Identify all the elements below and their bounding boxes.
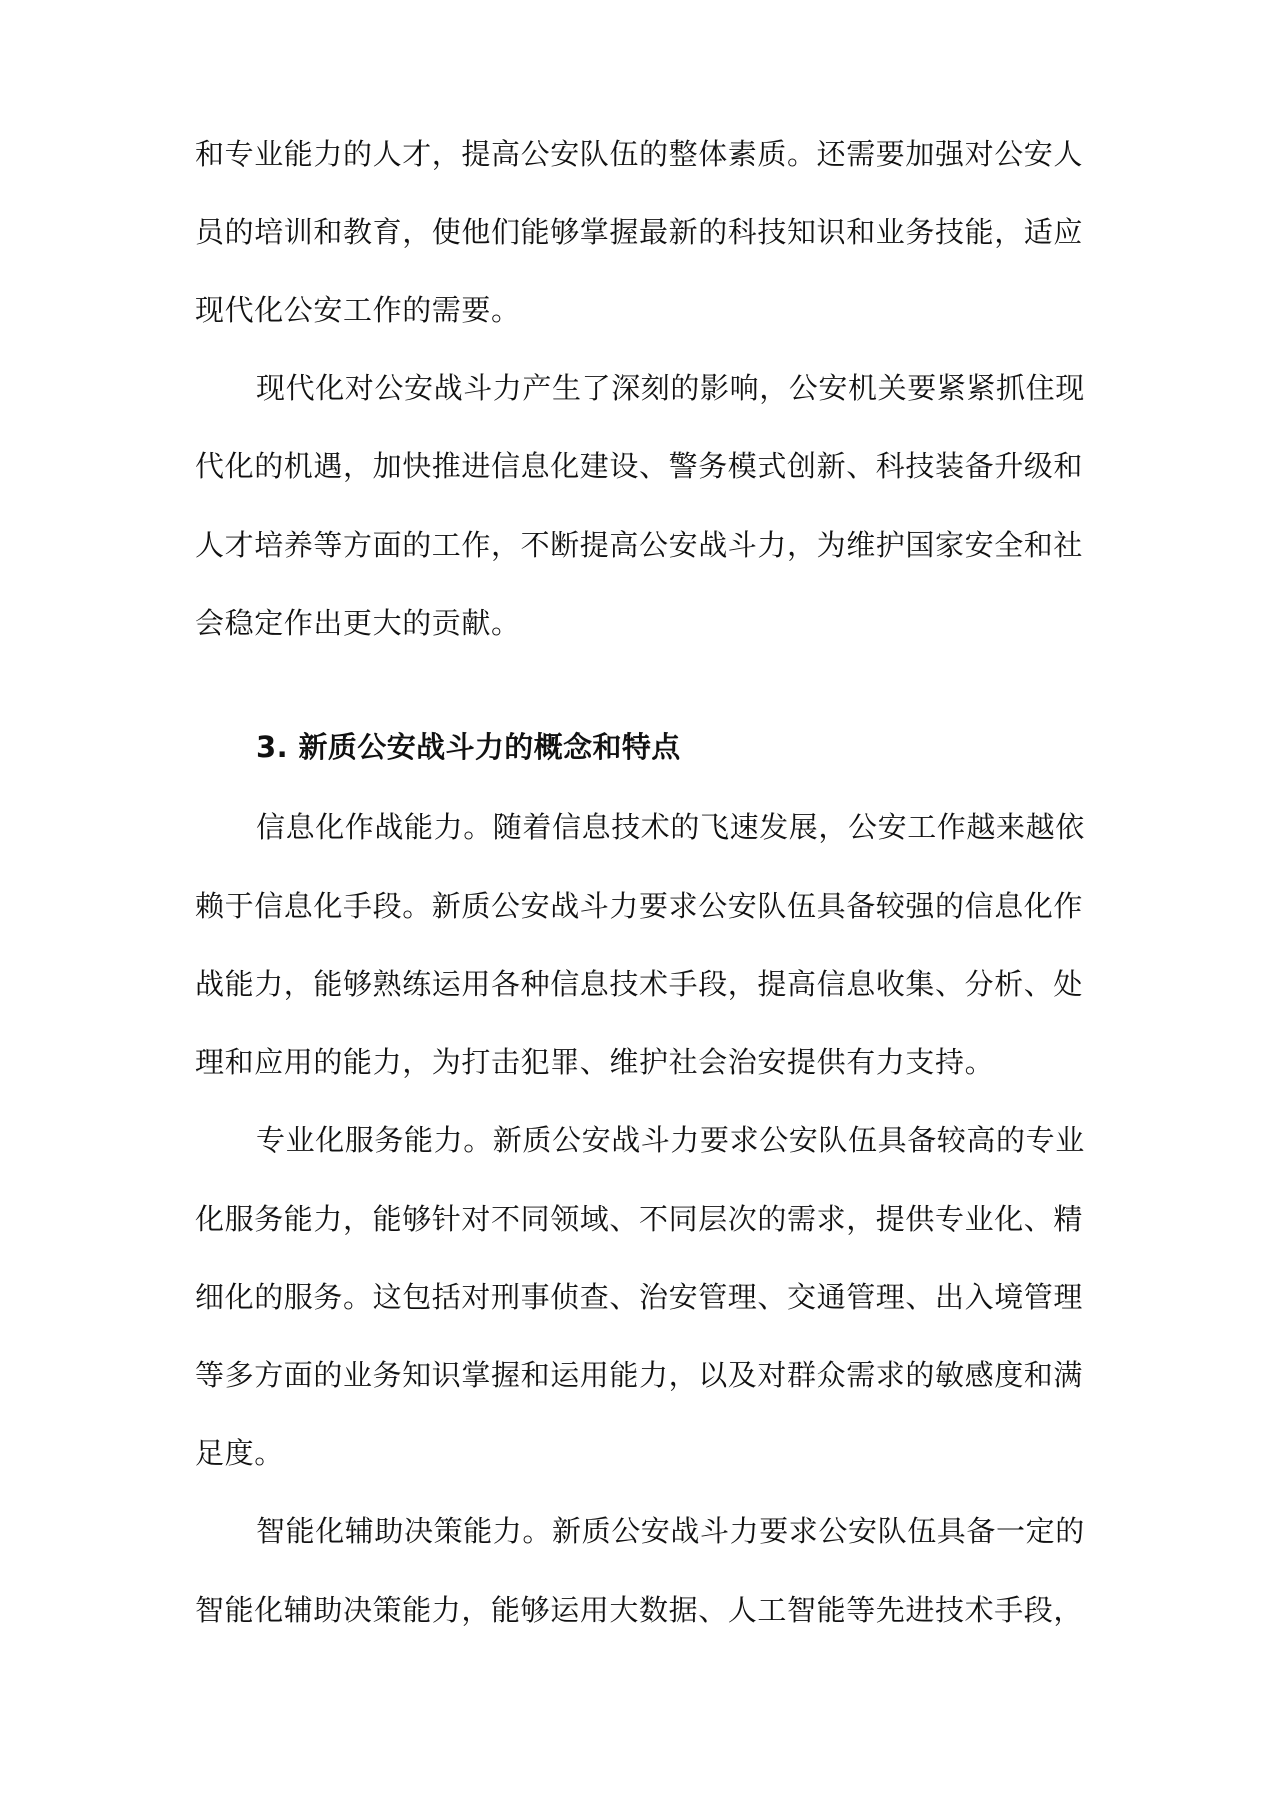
text-line: 人才培养等方面的工作，不断提高公安战斗力，为维护国家安全和社 [195, 528, 1084, 562]
text-line: 智能化辅助决策能力，能够运用大数据、人工智能等先进技术手段， [195, 1593, 1084, 1627]
text-line: 信息化作战能力。随着信息技术的飞速发展，公安工作越来越依 [256, 810, 1085, 844]
text-line: 和专业能力的人才，提高公安队伍的整体素质。还需要加强对公安人 [195, 137, 1084, 171]
text-line: 化服务能力，能够针对不同领域、不同层次的需求，提供专业化、精 [195, 1202, 1084, 1236]
text-line: 代化的机遇，加快推进信息化建设、警务模式创新、科技装备升级和 [195, 449, 1084, 483]
text-line: 细化的服务。这包括对刑事侦查、治安管理、交通管理、出入境管理 [195, 1280, 1084, 1314]
text-line: 现代化对公安战斗力产生了深刻的影响，公安机关要紧紧抓住现 [256, 371, 1085, 405]
text-line: 会稳定作出更大的贡献。 [195, 606, 521, 640]
text-line: 战能力，能够熟练运用各种信息技术手段，提高信息收集、分析、处 [195, 967, 1084, 1001]
text-line: 专业化服务能力。新质公安战斗力要求公安队伍具备较高的专业 [256, 1123, 1085, 1157]
text-line: 等多方面的业务知识掌握和运用能力，以及对群众需求的敏感度和满 [195, 1358, 1084, 1392]
text-line: 赖于信息化手段。新质公安战斗力要求公安队伍具备较强的信息化作 [195, 889, 1084, 923]
section-heading: 3. 新质公安战斗力的概念和特点 [256, 730, 681, 764]
text-line: 理和应用的能力，为打击犯罪、维护社会治安提供有力支持。 [195, 1045, 995, 1079]
text-line: 员的培训和教育，使他们能够掌握最新的科技知识和业务技能，适应 [195, 215, 1084, 249]
text-line: 足度。 [195, 1436, 284, 1470]
text-line: 现代化公安工作的需要。 [195, 293, 521, 327]
text-line: 智能化辅助决策能力。新质公安战斗力要求公安队伍具备一定的 [256, 1514, 1085, 1548]
